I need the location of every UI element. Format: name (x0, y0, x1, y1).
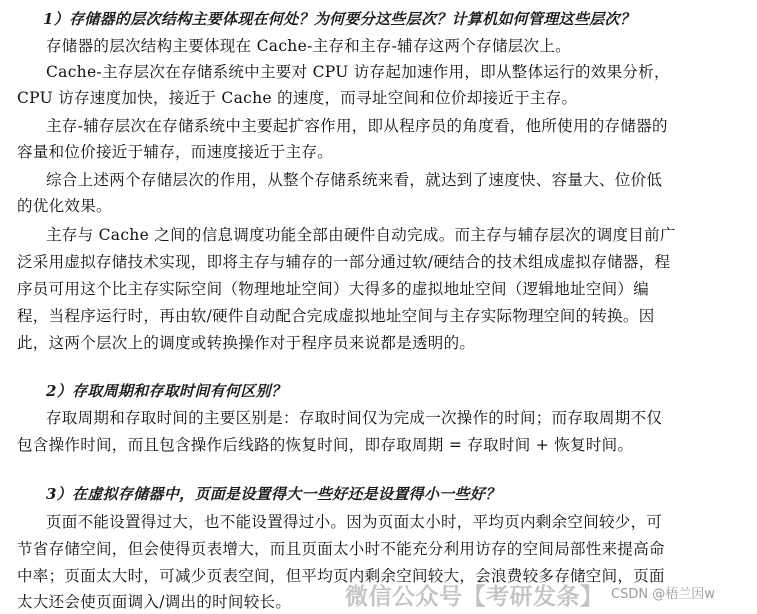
answer-1-line-11: 程，当程序运行时，再由软/硬件自动配合完成虚拟地址空间与主存实际物理空间的转换。因 (17, 307, 655, 325)
answer-1-line-10: 序员可用这个比主存实际空间（物理地址空间）大得多的虚拟地址空间（逻辑地址空间）编 (17, 280, 650, 298)
question-1-title: 1）存储器的层次结构主要体现在何处？为何要分这些层次？计算机如何管理这些层次？ (43, 10, 636, 28)
answer-1-line-5: 容量和位价接近于辅存，而速度接近于主存。 (17, 143, 334, 161)
answer-1-line-3: CPU 访存速度加快，接近于 Cache 的速度，而寻址空间和位价却接近于主存。 (17, 89, 578, 107)
question-3-title: 3）在虚拟存储器中，页面是设置得大一些好还是设置得小一些好？ (46, 485, 501, 503)
answer-1-line-7: 的优化效果。 (17, 197, 112, 215)
csdn-credit: CSDN @梧兰因w (611, 587, 715, 602)
answer-3-line-4: 太大还会使页面调入/调出的时间较长。 (17, 593, 292, 611)
answer-2-line-2: 包含操作时间，而且包含操作后线路的恢复时间，即存取周期 = 存取时间 + 恢复时间。 (17, 436, 634, 454)
wechat-watermark: 微信公众号【考研发条】 (345, 584, 604, 610)
answer-1-line-9: 泛采用虚拟存储技术实现，即将主存与辅存的一部分通过软/硬结合的技术组成虚拟存储器，程 (17, 253, 671, 271)
answer-1-line-4: 主存-辅存层次在存储系统中主要起扩容作用，即从程序员的角度看，他所使用的存储器的 (46, 117, 668, 135)
answer-3-line-2: 节省存储空间，但会使得页表增大，而且页面太小时不能充分利用访存的空间局部性来提高命 (17, 540, 665, 558)
answer-1-line-12: 此，这两个层次上的调度或转换操作对于程序员来说都是透明的。 (17, 334, 476, 352)
answer-3-line-3: 中率；页面太大时，可减少页表空间，但平均页内剩余空间较大，会浪费较多存储空间，页面 (17, 567, 665, 585)
answer-1-line-6: 综合上述两个存储层次的作用，从整个存储系统来看，就达到了速度快、容量大、位价低 (46, 171, 663, 189)
answer-3-line-1: 页面不能设置得过大，也不能设置得过小。因为页面太小时，平均页内剩余空间较少，可 (46, 513, 663, 531)
answer-1-line-8: 主存与 Cache 之间的信息调度功能全部由硬件自动完成。而主存与辅存层次的调度目前广 (46, 226, 676, 244)
answer-1-line-2: Cache-主存层次在存储系统中主要对 CPU 访存起加速作用，即从整体运行的效果分析， (46, 63, 670, 81)
question-2-title: 2）存取周期和存取时间有何区别？ (46, 382, 287, 400)
answer-1-line-1: 存储器的层次结构主要体现在 Cache-主存和主存-辅存这两个存储层次上。 (46, 37, 571, 55)
answer-2-line-1: 存取周期和存取时间的主要区别是：存取时间仅为完成一次操作的时间；而存取周期不仅 (46, 409, 663, 427)
